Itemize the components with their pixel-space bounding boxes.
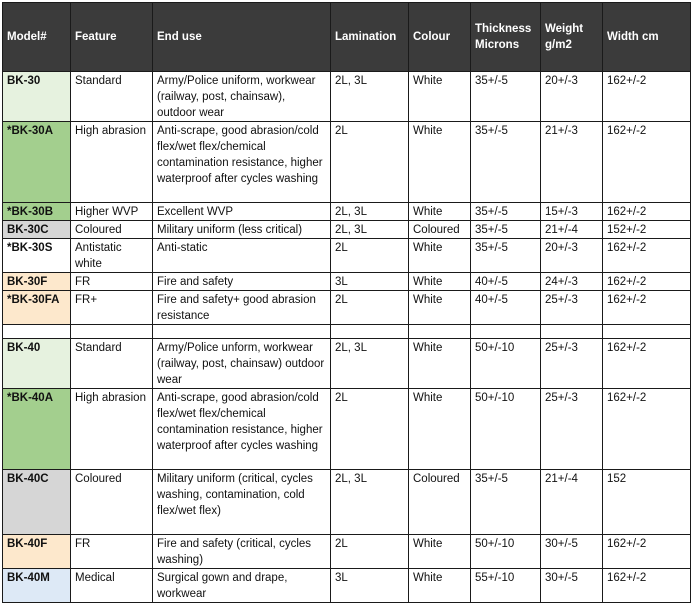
cell-feature: High abrasion [71, 389, 153, 470]
cell-width: 162+/-2 [603, 569, 691, 603]
cell-colour: White [409, 203, 471, 221]
cell-end-use: Army/Police unform, workwear (railway, post, chainsaw) outdoor wear [153, 339, 331, 389]
table-row [3, 239, 691, 273]
table-row [3, 291, 691, 325]
spec-sheet [2, 2, 690, 600]
cell-width: 162+/-2 [603, 122, 691, 203]
cell-model: BK-40C [3, 470, 71, 535]
cell-model: *BK-30B [3, 203, 71, 221]
cell-weight: 20+/-3 [541, 72, 603, 122]
cell-end-use: Surgical gown and drape, workwear [153, 569, 331, 603]
table-row [3, 221, 691, 239]
cell-model: BK-40F [3, 535, 71, 569]
cell-end-use: Anti-static [153, 239, 331, 273]
cell-feature: Medical [71, 569, 153, 603]
cell-end-use: Army/Police uniform, workwear (railway, post, chainsaw), outdoor wear [153, 72, 331, 122]
cell-weight: 15+/-3 [541, 203, 603, 221]
cell-thickness: 55+/-10 [471, 569, 541, 603]
table-row [3, 72, 691, 122]
spacer-cell [409, 325, 471, 339]
cell-feature: Coloured [71, 221, 153, 239]
cell-lamination: 3L [331, 273, 409, 291]
table-row [3, 203, 691, 221]
cell-model: *BK-40A [3, 389, 71, 470]
cell-thickness: 40+/-5 [471, 291, 541, 325]
cell-thickness: 35+/-5 [471, 470, 541, 535]
spacer-cell [3, 325, 71, 339]
cell-lamination: 2L [331, 291, 409, 325]
cell-weight: 30+/-5 [541, 569, 603, 603]
table-row [3, 339, 691, 389]
cell-thickness: 50+/-10 [471, 389, 541, 470]
table-row [3, 389, 691, 470]
cell-feature: High abrasion [71, 122, 153, 203]
header-model: Model# [3, 3, 71, 72]
cell-end-use: Anti-scrape, good abrasion/cold flex/wet flex/chemical contamination resistance, higher waterproof after cycles washing [153, 122, 331, 203]
cell-width: 162+/-2 [603, 389, 691, 470]
cell-weight: 21+/-4 [541, 221, 603, 239]
cell-width: 152 [603, 470, 691, 535]
cell-weight: 21+/-3 [541, 122, 603, 203]
header-end-use: End use [153, 3, 331, 72]
cell-end-use: Fire and safety [153, 273, 331, 291]
cell-colour: Coloured [409, 221, 471, 239]
cell-model: BK-30 [3, 72, 71, 122]
spacer-cell [541, 325, 603, 339]
header-colour: Colour [409, 3, 471, 72]
cell-colour: White [409, 291, 471, 325]
cell-model: BK-30F [3, 273, 71, 291]
cell-model: BK-30C [3, 221, 71, 239]
cell-model: BK-40 [3, 339, 71, 389]
cell-colour: White [409, 535, 471, 569]
cell-model: BK-40M [3, 569, 71, 603]
cell-colour: White [409, 569, 471, 603]
cell-thickness: 50+/-10 [471, 339, 541, 389]
cell-width: 162+/-2 [603, 72, 691, 122]
cell-lamination: 2L [331, 122, 409, 203]
header-lamination: Lamination [331, 3, 409, 72]
cell-feature: Standard [71, 339, 153, 389]
cell-width: 162+/-2 [603, 203, 691, 221]
table-row [3, 535, 691, 569]
cell-colour: White [409, 122, 471, 203]
header-row [3, 3, 691, 72]
header-thickness: Thickness Microns [471, 3, 541, 72]
cell-lamination: 3L [331, 569, 409, 603]
cell-lamination: 2L [331, 239, 409, 273]
cell-model: *BK-30FA [3, 291, 71, 325]
cell-weight: 20+/-3 [541, 239, 603, 273]
spacer-cell [603, 325, 691, 339]
cell-weight: 24+/-3 [541, 273, 603, 291]
cell-lamination: 2L [331, 535, 409, 569]
cell-width: 162+/-2 [603, 291, 691, 325]
cell-feature: FR [71, 535, 153, 569]
cell-end-use: Military uniform (critical, cycles washing, contamination, cold flex/wet flex) [153, 470, 331, 535]
cell-weight: 25+/-3 [541, 389, 603, 470]
table-row [3, 273, 691, 291]
header-width: Width cm [603, 3, 691, 72]
spacer-cell [71, 325, 153, 339]
cell-colour: White [409, 72, 471, 122]
cell-weight: 25+/-3 [541, 339, 603, 389]
cell-thickness: 40+/-5 [471, 273, 541, 291]
cell-colour: White [409, 339, 471, 389]
cell-feature: FR [71, 273, 153, 291]
cell-end-use: Fire and safety (critical, cycles washing) [153, 535, 331, 569]
cell-lamination: 2L, 3L [331, 72, 409, 122]
spacer-cell [331, 325, 409, 339]
spacer-row [3, 325, 691, 339]
cell-width: 162+/-2 [603, 339, 691, 389]
cell-end-use: Anti-scrape, good abrasion/cold flex/wet flex/chemical contamination resistance, higher waterproof after cycles washing [153, 389, 331, 470]
cell-feature: Higher WVP [71, 203, 153, 221]
spacer-cell [153, 325, 331, 339]
cell-weight: 30+/-5 [541, 535, 603, 569]
cell-end-use: Excellent WVP [153, 203, 331, 221]
cell-thickness: 50+/-10 [471, 535, 541, 569]
cell-thickness: 35+/-5 [471, 72, 541, 122]
cell-feature: Coloured [71, 470, 153, 535]
cell-lamination: 2L, 3L [331, 339, 409, 389]
cell-colour: White [409, 389, 471, 470]
cell-colour: Coloured [409, 470, 471, 535]
cell-end-use: Military uniform (less critical) [153, 221, 331, 239]
table-row [3, 122, 691, 203]
cell-weight: 25+/-3 [541, 291, 603, 325]
cell-lamination: 2L [331, 389, 409, 470]
product-spec-table [2, 2, 691, 603]
cell-weight: 21+/-4 [541, 470, 603, 535]
cell-feature: Standard [71, 72, 153, 122]
cell-model: *BK-30S [3, 239, 71, 273]
cell-colour: White [409, 273, 471, 291]
cell-model: *BK-30A [3, 122, 71, 203]
cell-width: 162+/-2 [603, 535, 691, 569]
cell-lamination: 2L, 3L [331, 203, 409, 221]
header-weight: Weight g/m2 [541, 3, 603, 72]
header-feature: Feature [71, 3, 153, 72]
cell-colour: White [409, 239, 471, 273]
cell-thickness: 35+/-5 [471, 203, 541, 221]
cell-width: 162+/-2 [603, 273, 691, 291]
cell-lamination: 2L, 3L [331, 221, 409, 239]
cell-thickness: 35+/-5 [471, 221, 541, 239]
spacer-cell [471, 325, 541, 339]
cell-thickness: 35+/-5 [471, 239, 541, 273]
cell-thickness: 35+/-5 [471, 122, 541, 203]
cell-width: 162+/-2 [603, 239, 691, 273]
table-row [3, 470, 691, 535]
table-row [3, 569, 691, 603]
cell-width: 152+/-2 [603, 221, 691, 239]
cell-end-use: Fire and safety+ good abrasion resistance [153, 291, 331, 325]
cell-feature: FR+ [71, 291, 153, 325]
cell-lamination: 2L, 3L [331, 470, 409, 535]
cell-feature: Antistatic white [71, 239, 153, 273]
